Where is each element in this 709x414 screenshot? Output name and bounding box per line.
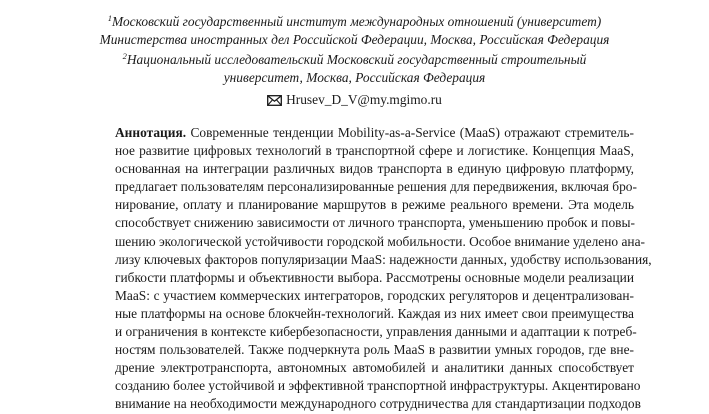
email-address[interactable]: Hrusev_D_V@my.mgimo.ru <box>286 92 442 107</box>
affiliation-2-text-1: Национальный исследовательский Московский государственный строительный <box>126 52 587 67</box>
abstract-line-7: шению экологической устойчивости городской мобильности. Особое внимание уделено ана- <box>115 233 645 249</box>
abstract-line-1 <box>115 124 634 142</box>
affiliation-1 <box>0 13 709 49</box>
abstract-line-2: ное развитие цифровых технологий в транспортной сфере и логистике. Концепция MaaS, <box>115 143 634 159</box>
abstract-line-13: ностям пользователей. Также подчеркнута роль MaaS в развитии умных городов, где вне- <box>115 342 634 358</box>
abstract-line-11: ные платформы на основе блокчейн-технологий. Каждая из них имеет свои преимущества <box>115 305 634 321</box>
abstract-line-5: нирование, оплату и планирование маршрутов в режиме реального времени. Эта модель <box>115 197 634 213</box>
abstract-line-12: и ограничения в контексте кибербезопасности, управления данными и адаптации к потреб- <box>115 324 637 340</box>
affiliation-1-text-1: Московский государственный институт международных отношений (университет) <box>112 14 602 29</box>
abstract <box>115 124 652 414</box>
abstract-line-3: основанная на интеграции различных видов транспорта в единую цифровую платформу, <box>115 161 634 177</box>
affiliation-1-marker: 1 <box>107 13 113 23</box>
affiliation-2-marker: 2 <box>122 51 127 61</box>
abstract-line-14: дрение электротранспорта, автономных автомобилей и аналитики данных способствует <box>115 360 634 376</box>
affiliation-2-line-2: университет, Москва, Российская Федерация <box>223 70 486 85</box>
abstract-line-16: внимание на необходимости международного сотрудничества для стандартизации подходов <box>115 396 641 412</box>
abstract-line-6: способствует снижению зависимости от личного транспорта, уменьшению пробок и повы- <box>115 215 635 231</box>
affiliation-1-line-2: Министерства иностранных дел Российской Федерации, Москва, Российская Федерация <box>99 32 610 47</box>
affiliation-2 <box>0 51 709 87</box>
abstract-line-8: лизу ключевых факторов популяризации MaaS: надежности данных, удобству использования, <box>115 251 652 267</box>
affiliation-1-line-1 <box>0 13 709 31</box>
abstract-line-4: предлагает пользователям персонализированные решения для передвижения, включая бро- <box>115 179 637 195</box>
abstract-line-15: созданию более устойчивой и эффективной транспортной инфраструктуры. Акцентировано <box>115 378 641 394</box>
affiliation-2-line-1 <box>0 51 709 69</box>
email-line <box>0 91 709 109</box>
envelope-icon <box>267 95 282 106</box>
abstract-line-10: MaaS: с участием коммерческих интеграторов, городских регуляторов и децентрализован- <box>115 287 634 303</box>
abstract-line-text: Современные тенденции Mobility-as-a-Service (MaaS) отражают стремитель- <box>186 125 634 140</box>
abstract-line-9: гибкости платформы и объективности выбора. Рассмотрены основные модели реализации <box>115 269 634 285</box>
abstract-label: Аннотация. <box>115 125 187 140</box>
